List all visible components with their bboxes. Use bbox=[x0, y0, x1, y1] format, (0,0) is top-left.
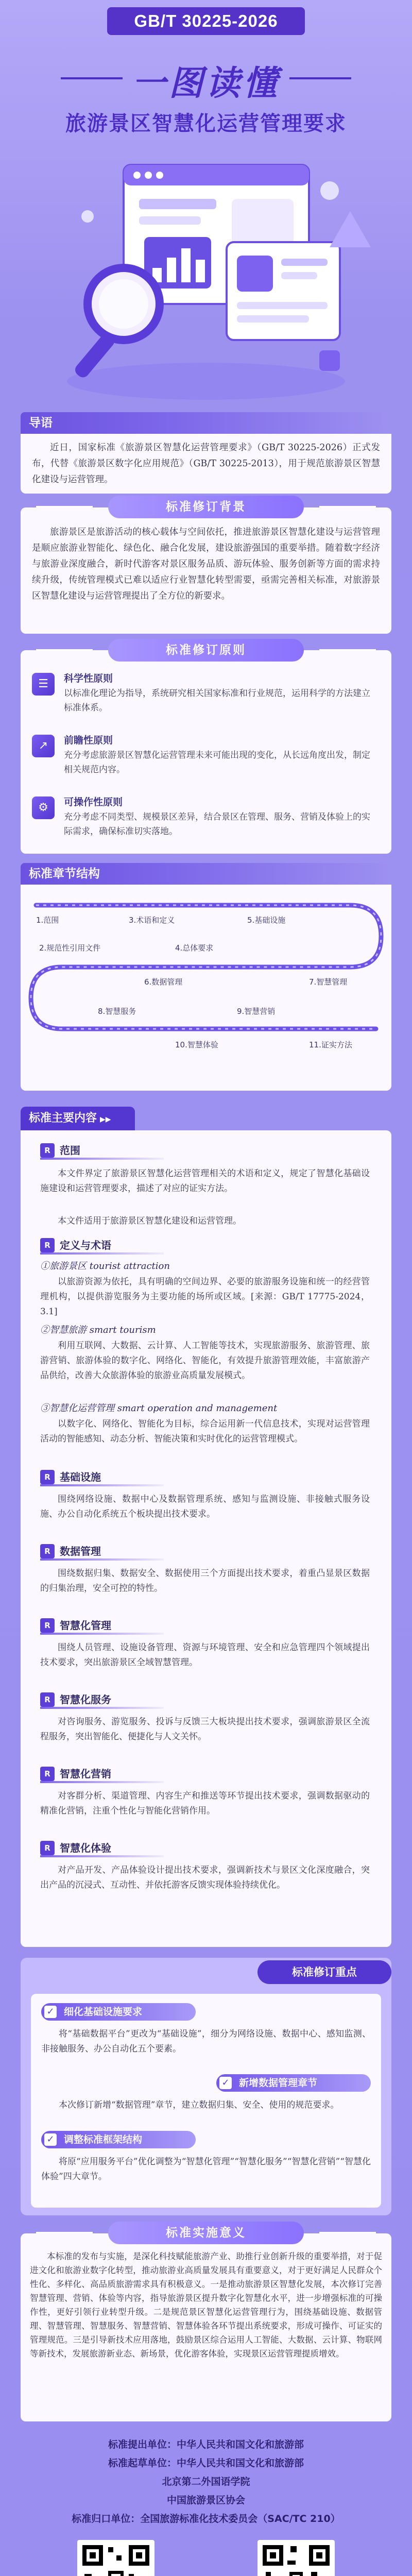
structure-node: 7.智慧管理 bbox=[309, 977, 348, 987]
scope-applicability: 本文件适用于旅游景区智慧化建设和运营管理。 bbox=[58, 1216, 242, 1226]
section-text: 对产品开发、产品体验设计提出技术要求，强调新技术与景区文化深度融合，突出产品的沉浸式、互动性、并依托游客反馈实现体验持续优化。 bbox=[40, 1865, 370, 1890]
principle-title: 可操作性原则 bbox=[64, 796, 123, 808]
r-icon: R bbox=[40, 1143, 55, 1158]
r-icon: R bbox=[40, 1692, 55, 1707]
principle-text: 以标准化理论为指导，系统研究相关国家标准和行业规范，运用科学的方法建立标准体系。 bbox=[64, 688, 370, 713]
footer-owner: 标准归口单位：全国旅游标准化技术委员会（SAC/TC 210） bbox=[72, 2513, 340, 2524]
structure-label: 标准章节结构 bbox=[21, 863, 391, 885]
structure-node: 5.基础设施 bbox=[247, 916, 286, 925]
title-underline bbox=[40, 1781, 164, 1783]
title-underline bbox=[40, 1558, 164, 1561]
revision-text: 将原“应用服务平台”优化调整为“智慧化管理”“智慧化服务”“智慧化营销”“智慧化体验”四大章节。 bbox=[41, 2157, 371, 2182]
section-text: 围绕人员管理、设施设备管理、资源与环境管理、安全和应急管理四个领域提出技术要求，突出旅游景区全域智慧管理。 bbox=[40, 1642, 370, 1668]
r-icon: R bbox=[40, 1238, 55, 1252]
scope-title: 范围 bbox=[60, 1144, 80, 1157]
term-definition: 利用互联网、大数据、云计算、人工智能等技术，实现旅游服务、旅游管理、旅游营销、旅游体验的数字化、网络化、智能化，有效提升旅游管理效能，丰富旅游产品供给，改善大众旅游体验的旅游业高质量发展模式。 bbox=[40, 1341, 370, 1381]
hero-section bbox=[0, 0, 412, 407]
structure-node: 1.范围 bbox=[36, 916, 59, 925]
section-title: 智慧化营销 bbox=[60, 1768, 111, 1780]
section-title: 数据管理 bbox=[60, 1545, 101, 1557]
section-title: 基础设施 bbox=[60, 1471, 101, 1483]
title-underline bbox=[40, 1855, 164, 1857]
check-icon: ✓ bbox=[219, 2077, 232, 2089]
section-text: 对咨询服务、游览服务、投诉与反馈三大板块提出技术要求，强调旅游景区全流程服务，突出智能化、便捷化与人文关怀。 bbox=[40, 1717, 370, 1742]
section-text: 对客群分析、渠道管理、内容生产和推送等环节提出技术要求，强调数据驱动的精准化营销，注重个性化与智能化营销作用。 bbox=[40, 1791, 370, 1816]
significance-body bbox=[30, 2249, 382, 2361]
structure-node: 10.智慧体验 bbox=[175, 1040, 218, 1049]
section-text: 围绕网络设施、数据中心及数据管理系统、感知与监测设施、非接触式服务设施、办公自动化系统五个板块提出技术要求。 bbox=[40, 1494, 370, 1519]
revision-title: 调整标准框架结构 bbox=[64, 2134, 143, 2145]
section-text: 围绕数据归集、数据安全、数据使用三个方面提出技术要求，着重凸显景区数据的归集治理，安全可控的特性。 bbox=[40, 1568, 370, 1594]
background-text: 旅游景区是旅游活动的核心载体与空间依托，推进旅游景区智慧化建设与运营管理是顺应旅游业智能化、绿色化、融合化发展，建设旅游强国的重要举措。随着数字经济与旅游业深度融合，新时代游客对景区服务品质、游玩体验、服务创新等方面的需求持续升级，传统管理模式已难以适应行业智慧化转型需要，亟需完善相关标准，对旅游景区智慧化建设与运营管理提出了全方位的新要求。 bbox=[32, 527, 380, 601]
background-body bbox=[32, 524, 380, 604]
main-content-tab bbox=[21, 1107, 135, 1130]
section-title: 智慧化管理 bbox=[60, 1619, 111, 1632]
intro-text: 近日，国家标准《旅游景区智慧化运营管理要求》（GB/T 30225-2026）正式发布，代替《旅游景区数字化应用规范》（GB/T 30225-2013），用于规范旅游景区智慧化建设与运营管理。 bbox=[32, 443, 380, 485]
structure-node: 2.规范性引用文件 bbox=[39, 943, 101, 953]
gear-icon: ⚙ bbox=[32, 796, 55, 819]
triangle-icon: ▶▶ bbox=[100, 1115, 111, 1124]
page-title: 一图读懂 bbox=[132, 63, 280, 103]
section-title: 智慧化服务 bbox=[60, 1693, 111, 1706]
title-underline bbox=[40, 1484, 164, 1486]
background-heading: 标准修订背景 bbox=[108, 496, 304, 518]
footer-drafter-3: 中国旅游景区协会 bbox=[166, 2495, 245, 2506]
significance-heading: 标准实施意义 bbox=[108, 2222, 304, 2244]
structure-path bbox=[21, 885, 391, 1091]
footer-drafter: 标准起草单位：中华人民共和国文化和旅游部 bbox=[108, 2458, 304, 2469]
standard-code-badge: GB/T 30225-2026 bbox=[107, 7, 305, 35]
terms-title: 定义与术语 bbox=[60, 1239, 111, 1251]
revision-title: 新增数据管理章节 bbox=[239, 2077, 318, 2089]
revisions-heading: 标准修订重点 bbox=[258, 1960, 391, 1984]
r-icon: R bbox=[40, 1767, 55, 1781]
structure-node: 4.总体要求 bbox=[175, 943, 214, 953]
term-title: ③智慧化运营管理 smart operation and management bbox=[40, 1403, 278, 1414]
term-title: ②智慧旅游 smart tourism bbox=[40, 1325, 156, 1335]
structure-node: 3.术语和定义 bbox=[129, 916, 175, 925]
r-icon: R bbox=[40, 1618, 55, 1633]
intro-panel bbox=[21, 434, 391, 494]
hero-illustration bbox=[41, 149, 371, 402]
main-content-label: 标准主要内容 bbox=[29, 1112, 97, 1125]
principle-title: 前瞻性原则 bbox=[64, 735, 113, 746]
structure-node: 8.智慧服务 bbox=[98, 1007, 136, 1016]
r-icon: R bbox=[40, 1544, 55, 1558]
intro-label: 导语 bbox=[21, 412, 391, 434]
trend-icon: ↗ bbox=[32, 735, 55, 757]
revision-text: 将“基础数据平台”更改为“基础设施”，细分为网络设施、数据中心、感知监测、非接触服务、办公自动化五个要素。 bbox=[41, 2029, 371, 2054]
title-underline bbox=[40, 1252, 164, 1255]
qr-code-right[interactable] bbox=[258, 2540, 335, 2576]
footer-drafter-2: 北京第二外国语学院 bbox=[162, 2476, 250, 2487]
term-title: ①旅游景区 tourist attraction bbox=[40, 1261, 170, 1272]
qr-code-left[interactable] bbox=[77, 2540, 154, 2576]
list-icon: ☰ bbox=[32, 673, 55, 696]
footer-proposer: 标准提出单位：中华人民共和国文化和旅游部 bbox=[108, 2439, 304, 2450]
revision-text: 本次修订新增“数据管理”章节，建立数据归集、安全、使用的规范要求。 bbox=[59, 2100, 339, 2110]
title-underline bbox=[40, 1707, 164, 1709]
title-underline bbox=[40, 1633, 164, 1635]
principle-title: 科学性原则 bbox=[64, 673, 113, 684]
revision-item-header bbox=[41, 2131, 196, 2148]
revision-item-header bbox=[216, 2074, 371, 2092]
r-icon: R bbox=[40, 1841, 55, 1855]
structure-node: 6.数据管理 bbox=[144, 977, 183, 987]
check-icon: ✓ bbox=[44, 2133, 57, 2146]
significance-text: 本标准的发布与实施，是深化科技赋能旅游产业、助推行业创新升级的重要举措，对于促进文化和旅游业数字化转型，推动旅游业高质量发展具有重要意义，对于更好满足人民群众个性化、多样化、高品质旅游需求具有积极意义。一是推动旅游景区智慧化发展，本次修订完善智慧管理、营销、体验等内容，指导旅游景区提升数字化智慧化水平，进一步增强标准的可操作性，更好引领行业转型升级。二是规范景区智慧化运营管理行为，围绕基础设施、数据管理、智慧管理、智慧服务、智慧营销、智慧体验各环节提出系统要求，形成可操作、可证实的管理规范。三是引导新技术应用落地，鼓励景区综合运用人工智能、大数据、云计算、物联网等新技术，发展旅游新业态、新场景，优化游客体验，实现景区运营管理提质增效。 bbox=[30, 2251, 382, 2359]
scope-text: 本文件界定了旅游景区智慧化运营管理相关的术语和定义，规定了智慧化基础设施建设和运营管理要求，描述了对应的证实方法。 bbox=[40, 1168, 370, 1194]
check-icon: ✓ bbox=[44, 2006, 57, 2018]
term-definition: 以旅游资源为依托，具有明确的空间边界、必要的旅游服务设施和统一的经营管理机构，以提供游览服务为主要功能的场所或区域。[来源：GB/T 17775-2024，3.1] bbox=[40, 1277, 370, 1317]
section-title: 智慧化体验 bbox=[60, 1842, 111, 1854]
principles-heading: 标准修订原则 bbox=[108, 639, 304, 662]
revision-title: 细化基础设施要求 bbox=[64, 2006, 143, 2018]
structure-node: 9.智慧营销 bbox=[237, 1007, 276, 1016]
title-underline bbox=[40, 1158, 164, 1160]
page-subtitle: 旅游景区智慧化运营管理要求 bbox=[65, 112, 347, 135]
principle-text: 充分考虑旅游景区智慧化运营管理未来可能出现的变化，从长远角度出发，制定相关规范内容。 bbox=[64, 750, 370, 775]
revision-item-header bbox=[41, 2003, 196, 2021]
r-icon: R bbox=[40, 1470, 55, 1484]
structure-panel bbox=[21, 885, 391, 1091]
principle-text: 充分考虑不同类型、规模景区差异，结合景区在管理、服务、营销及体验上的实际需求，确保标准切实落地。 bbox=[64, 812, 370, 837]
structure-node: 11.证实方法 bbox=[309, 1040, 352, 1049]
term-definition: 以数字化、网络化、智能化为目标，综合运用新一代信息技术，实现对运营管理活动的智能感知、动态分析、智能决策和实时优化的运营管理模式。 bbox=[40, 1419, 370, 1444]
